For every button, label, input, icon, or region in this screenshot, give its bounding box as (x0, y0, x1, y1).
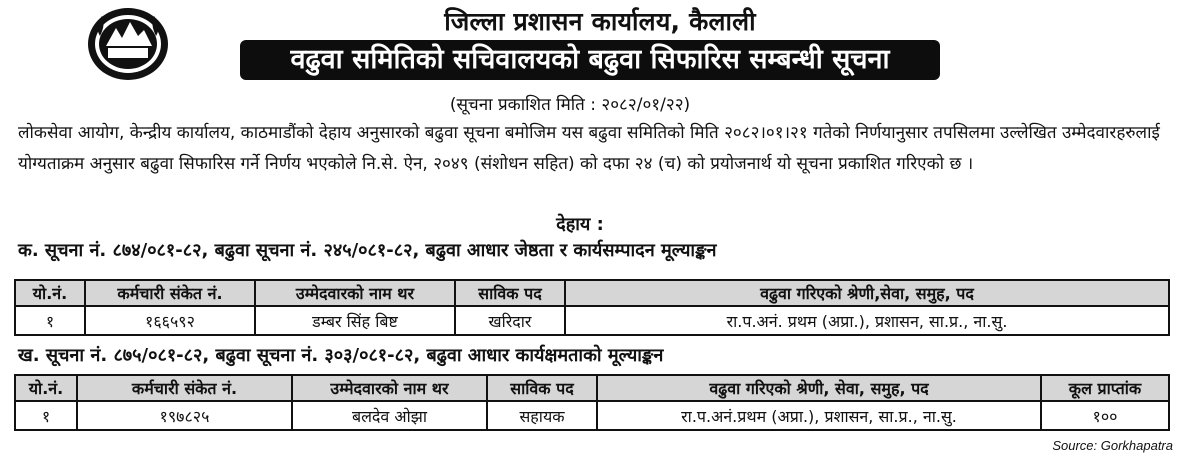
table-cell: रा.प.अनं. प्रथम (अप्रा.), प्रशासन, सा.प्र., ना.सु. (565, 306, 1169, 335)
table-row (15, 306, 1169, 335)
column-header: वढुवा गरिएको श्रेणी,सेवा, समुह, पद (565, 280, 1169, 306)
column-header: यो.नं. (15, 280, 85, 306)
section-a-heading: क. सूचना नं. ८७४/०८१-८२, बढुवा सूचना नं. २४५/०८१-८२, बढुवा आधार जेष्ठता र कार्यसम्पादन मूल्याङ्कन (18, 240, 717, 261)
table-cell: १६६५९२ (85, 306, 255, 335)
office-title: जिल्ला प्रशासन कार्यालय, कैलाली (444, 7, 756, 36)
column-header: कर्मचारी संकेत नं. (85, 280, 255, 306)
column-header: कर्मचारी संकेत नं. (77, 375, 292, 401)
column-header: उम्मेदवारको नाम थर (255, 280, 455, 306)
column-header: साविक पद (487, 375, 597, 401)
column-header: कूल प्राप्तांक (1041, 375, 1169, 401)
table-cell: १ (15, 306, 85, 335)
source-credit: Source: Gorkhapatra (1052, 438, 1173, 453)
column-header: यो.नं. (15, 375, 77, 401)
table-cell: खरिदार (455, 306, 565, 335)
column-header: उम्मेदवारको नाम थर (292, 375, 487, 401)
column-header: साविक पद (455, 280, 565, 306)
dehay-label: देहाय : (556, 214, 604, 235)
notice-paragraph: लोकसेवा आयोग, केन्द्रीय कार्यालय, काठमाडौंको देहाय अनुसारको बढुवा सूचना बमोजिम यस बढुवा समितिको मिति २०८२।०१।२१ गतेको निर्णयानुसार तपसिलमा उल्लेखित उम्मेदवारहरुलाई योग्यताक्रम अनुसार बढुवा सिफारिस गर्ने निर्णय भएकोले नि.से. ऐन, २०४९ (संशोधन सहित) को दफा २४ (च) को प्रयोजनार्थ यो सूचना प्रकाशित गरिएको छ । (18, 123, 1160, 174)
table-cell: डम्बर सिंह बिष्ट (255, 306, 455, 335)
table-cell: १०० (1041, 401, 1169, 430)
column-header: वढुवा गरिएको श्रेणी, सेवा, समुह, पद (597, 375, 1041, 401)
nepal-government-emblem-icon (86, 6, 170, 82)
table-cell: सहायक (487, 401, 597, 430)
table-cell: रा.प.अनं.प्रथम (अप्रा.), प्रशासन, सा.प्र., ना.सु. (597, 401, 1041, 430)
table-cell: बलदेव ओझा (292, 401, 487, 430)
table-cell: १ (15, 401, 77, 430)
table-header-row (15, 280, 1169, 306)
table-cell: १९७८२५ (77, 401, 292, 430)
section-b-heading: ख. सूचना नं. ८७५/०८१-८२, बढुवा सूचना नं. ३०३/०८१-८२, बढुवा आधार कार्यक्षमताको मूल्याङ्कन (18, 345, 664, 366)
table-header-row (15, 375, 1169, 401)
notice-title-banner: वढुवा समितिको सचिवालयको बढुवा सिफारिस सम्बन्धी सूचना (240, 40, 940, 80)
section-b-table (14, 374, 1170, 431)
section-a-table (14, 279, 1170, 336)
publish-date: (सूचना प्रकाशित मिति : २०८२/०१/२२) (449, 95, 691, 115)
table-row (15, 401, 1169, 430)
